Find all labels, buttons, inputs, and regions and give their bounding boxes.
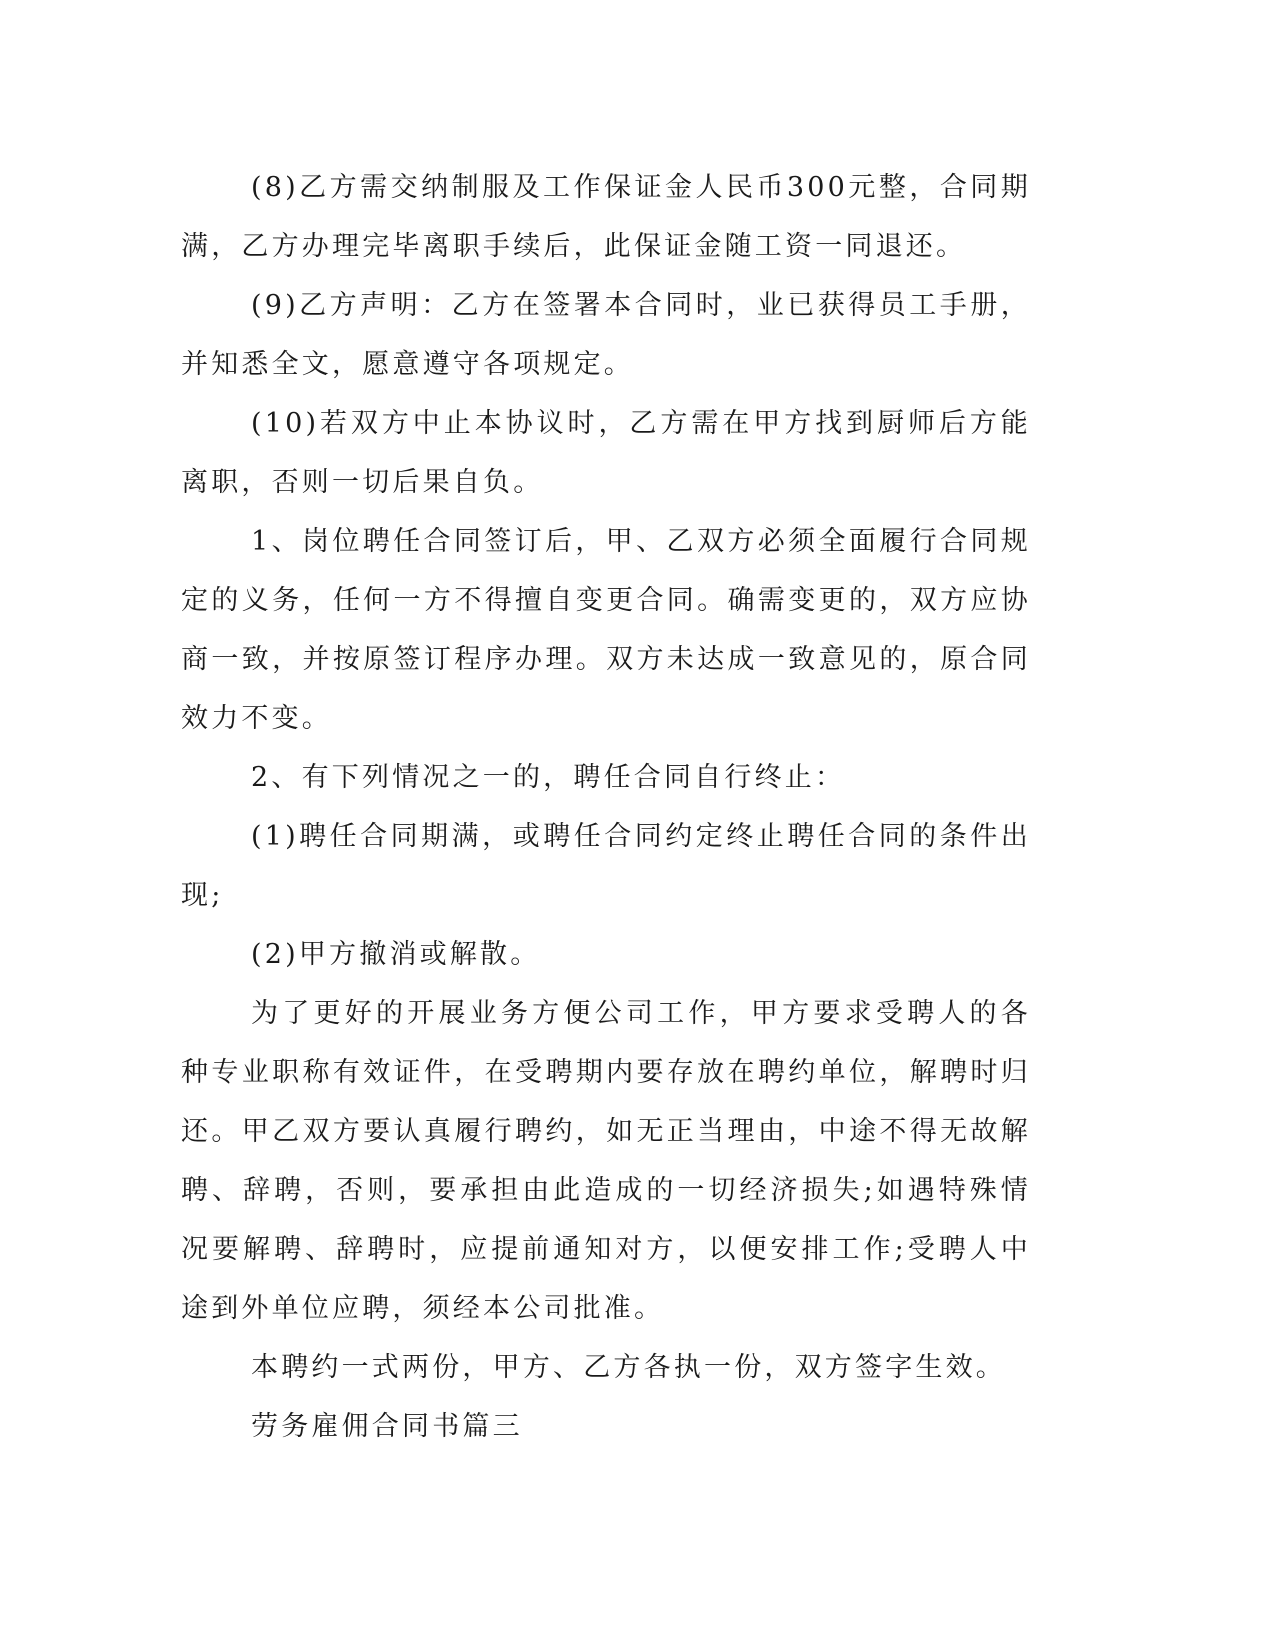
paragraph-termination-conditions: 2、有下列情况之一的，聘任合同自行终止： xyxy=(251,762,846,793)
document-body xyxy=(181,158,1031,1456)
paragraph-declaration: (9)乙方声明：乙方在签署本合同时，业已获得员工手册，并知悉全文，愿意遵守各项规定。 xyxy=(181,290,1031,380)
paragraph-contract-performance: 1、岗位聘任合同签订后，甲、乙双方必须全面履行合同规定的义务，任何一方不得擅自变更合同。确需变更的，双方应协商一致，并按原签订程序办理。双方未达成一致意见的，原合同效力不变。 xyxy=(181,526,1031,734)
paragraph-deposit: (8)乙方需交纳制服及工作保证金人民币300元整，合同期满，乙方办理完毕离职手续后，此保证金随工资一同退还。 xyxy=(181,172,1031,262)
section-heading: 劳务雇佣合同书篇三 xyxy=(251,1411,523,1442)
paragraph-copies: 本聘约一式两份，甲方、乙方各执一份，双方签字生效。 xyxy=(251,1352,1006,1383)
paragraph-condition-1: (1)聘任合同期满，或聘任合同约定终止聘任合同的条件出现; xyxy=(181,821,1031,911)
paragraph-termination-notice: (10)若双方中止本协议时，乙方需在甲方找到厨师后方能离职，否则一切后果自负。 xyxy=(181,408,1031,498)
paragraph-condition-2: (2)甲方撤消或解散。 xyxy=(251,939,541,970)
paragraph-certificates: 为了更好的开展业务方便公司工作，甲方要求受聘人的各种专业职称有效证件，在受聘期内要存放在聘约单位，解聘时归还。甲乙双方要认真履行聘约，如无正当理由，中途不得无故解聘、辞聘，否则，要承担由此造成的一切经济损失;如遇特殊情况要解聘、辞聘时，应提前通知对方，以便安排工作;受聘人中途到外单位应聘，须经本公司批准。 xyxy=(181,998,1031,1324)
